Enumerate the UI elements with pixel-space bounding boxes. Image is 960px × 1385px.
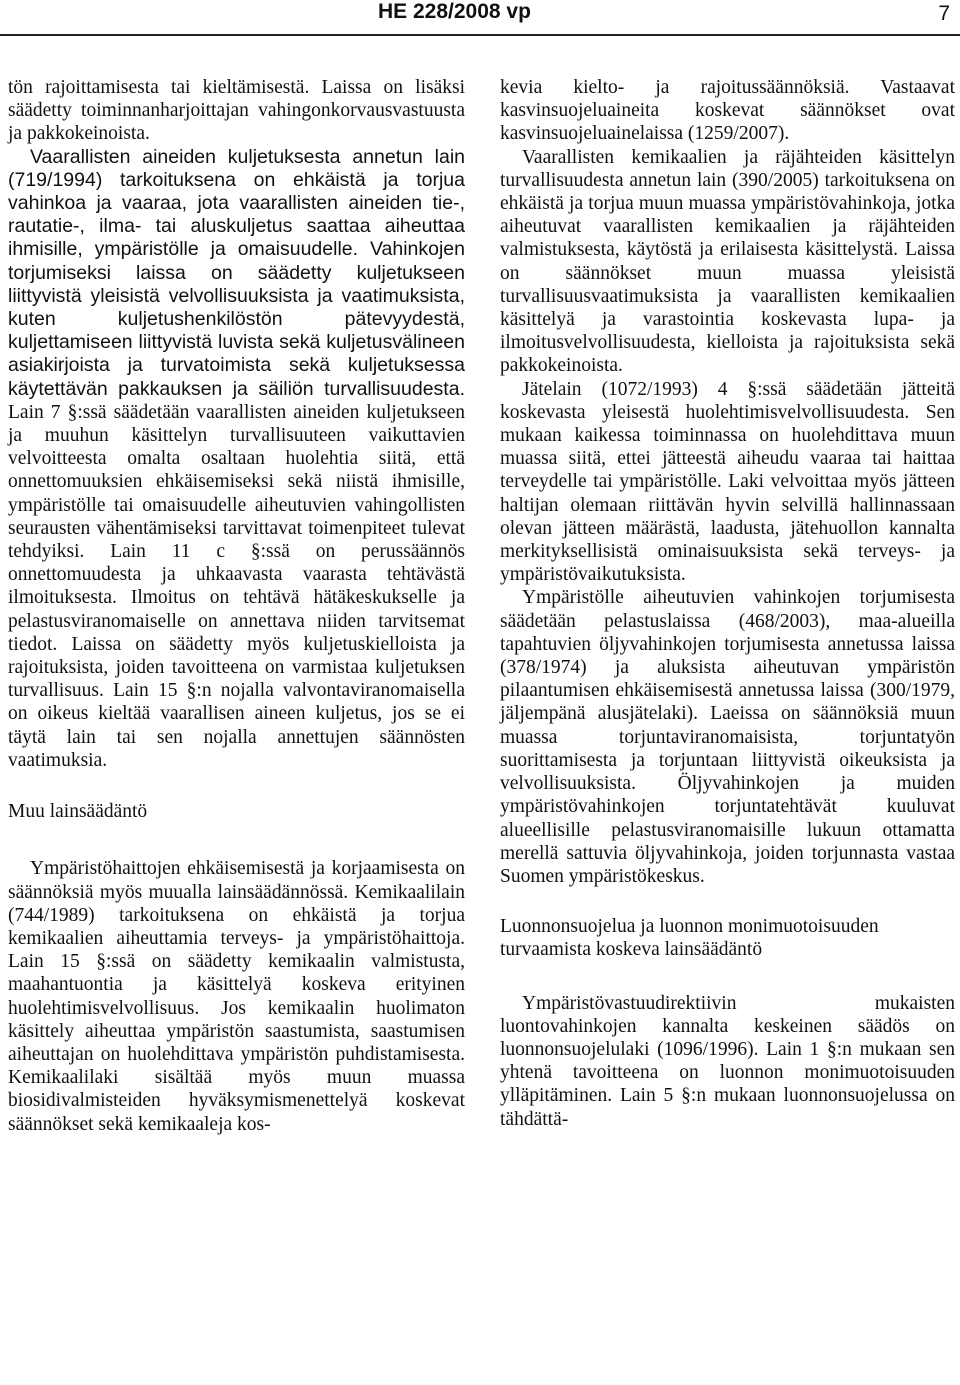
paragraph: tön rajoittamisesta tai kieltämisestä. Laissa on lisäksi säädetty toiminnanharjoittajan vahingonkorvausvastuusta ja pakkokeinoista. <box>8 77 465 145</box>
document-id: HE 228/2008 vp <box>378 0 531 23</box>
page-number: 7 <box>938 2 950 25</box>
section-heading: Muu lainsäädäntö <box>8 801 148 823</box>
right-column <box>500 76 955 1131</box>
paragraph: Vaarallisten kemikaalien ja räjähteiden käsittelyn turvallisuudesta annetun lain (390/2005) tarkoituksena on ehkäistä ja torjua muun muassa ympäristövahinkoja, jotka aiheutuvat vaarallisten kemikaalien ja räjähteiden valmistuksesta, käytöstä ja erilaisesta käsittelystä. Laissa on säännökset muun muassa yleisistä turvallisuusvaatimuksista ja vaarallisten kemikaalien käsittelyä ja varastointia koskevasta lupa- ja ilmoitusvelvollisuudesta, kielloista ja rajoituksista sekä pakkokeinoista. <box>500 146 955 377</box>
paragraph: Jätelain (1072/1993) 4 §:ssä säädetään jätteitä koskevasta yleisestä huolehtimisvelvollisuudesta. Sen mukaan kaikessa toiminnassa on huolehdittava muun muassa siitä, ettei jätteestä aiheudu vaaraa tai haittaa terveydelle tai ympäristölle. Laki velvoittaa myös jätteen haltijan olemaan riittävän hyvin selvillä hallinnassaan olevan jätteen määrästä, laadusta, jätehuollon kannalta merkityksellisistä ominaisuuksista sekä terveys- ja ympäristövaikutuksista. <box>500 378 955 586</box>
paragraph: Ympäristövastuudirektiivin mukaisten luontovahinkojen kannalta keskeinen säädös on luonnonsuojelulaki (1096/1996). Lain 1 §:n mukaan sen yhtenä tavoitteena on luonnon monimuotoisuuden ylläpitäminen. Lain 5 §:n mukaan luonnonsuojelussa on tähdättä- <box>500 992 955 1130</box>
paragraph: Ympäristölle aiheutuvien vahinkojen torjumisesta säädetään pelastuslaissa (468/2003), maa-alueilla tapahtuvien öljyvahinkojen torjumisesta annetussa laissa (378/1974) ja aluksista aiheutuvan ympäristön pilaantumisen ehkäisemisestä annetussa laissa (300/1979, jäljempänä alusjätelaki). Laeissa on säännöksiä muun muassa torjuntaviranomaisista, torjuntatyön suorittamisesta ja torjuntaan liittyvistä oikeuksista ja velvollisuuksista. Öljyvahinkojen ja muiden ympäristövahinkojen torjuntatehtävät kuuluvat alueellisille pelastusviranomaisille lukuun ottamatta merellä sattuvia öljyvahinkoja, joiden torjunnasta vastaa Suomen ympäristökeskus. <box>500 587 955 887</box>
header-rule <box>0 34 960 36</box>
paragraph-sans-segment: Vaarallisten aineiden kuljetuksesta annetun lain (719/1994) tarkoituksena on ehkäistä ja torjua vahinkoa ja vaaraa, jota vaarallisten aineiden tie-, rautatie-, ilma- tai aluskuljetus saattaa aiheuttaa ihmisille, ympäristölle ja omaisuudelle. Vahinkojen torjumiseksi laissa on säädetty kuljetukseen liittyvistä yleisistä velvollisuuksista ja vaatimuksista, kuten kuljetushenkilöstön pätevyydestä, kuljettamiseen liittyvistä luvista sekä kuljetusvälineen asiakirjoista ja turvatoimista sekä kuljetuksessa käytettävän pakkauksen ja säiliön turvallisuudesta. <box>8 145 465 400</box>
page-header <box>0 0 960 32</box>
paragraph: Ympäristöhaittojen ehkäisemisestä ja korjaamisesta on säännöksiä myös muualla lainsäädännössä. Kemikaalilain (744/1989) tarkoituksena on ehkäistä ja torjua kemikaalien aiheuttamia terveys- ja ympäristöhaittoja. Lain 15 §:ssä on säädetty kemikaalin valmistusta, maahantuontia ja käsittelyä koskeva erityinen huolehtimisvelvollisuus. Jos kemikaalin huolimaton käsittely aiheuttaa ympäristön saastumista, saastumisen aiheuttajan on huolehdittava ympäristön puhdistamisesta. Kemikaalilaki sisältää myös muun muassa biosidivalmisteiden hyväksymismenettelyä koskevat säännökset sekä kemikaaleja kos- <box>8 858 465 1135</box>
section-heading: Luonnonsuojelua ja luonnon monimuotoisuuden turvaamista koskeva lainsäädäntö <box>500 916 879 961</box>
paragraph <box>8 146 465 772</box>
paragraph-serif-segment: Lain 7 §:ssä säädetään vaarallisten aineiden kuljetukseen ja muuhun käsittelyn turvallisuuteen vaikuttavien velvoitteesta omalta osaltaan huolehtia siitä, että onnettomuuksien ehkäisemiseksi sekä niistä ihmisille, ympäristölle tai omaisuudelle aiheutuvien vahingollisten seurausten vähentämiseksi tarvittavat toimenpiteet tulevat tehdyiksi. Lain 11 c §:ssä on perussäännös onnettomuudesta ja uhkaavasta vaarasta tehtävästä ilmoituksesta. Ilmoitus on tehtävä hätäkeskukselle ja pelastusviranomaiselle on annettava niiden tarvitsemat tiedot. Laissa on säädetty myös kuljetuskielloista ja rajoituksista, joiden tavoitteena on varmistaa kuljetuksen turvallisuus. Lain 15 §:n nojalla valvontaviranomaisella on oikeus kieltää vaarallisen aineen kuljetus, jos se ei täytä lain tai sen nojalla annettujen säännösten vaatimuksia. <box>8 401 465 771</box>
left-column <box>8 76 465 1136</box>
paragraph: kevia kielto- ja rajoitussäännöksiä. Vastaavat kasvinsuojeluaineita koskevat säännökset ovat kasvinsuojeluainelaissa (1259/2007). <box>500 77 955 145</box>
